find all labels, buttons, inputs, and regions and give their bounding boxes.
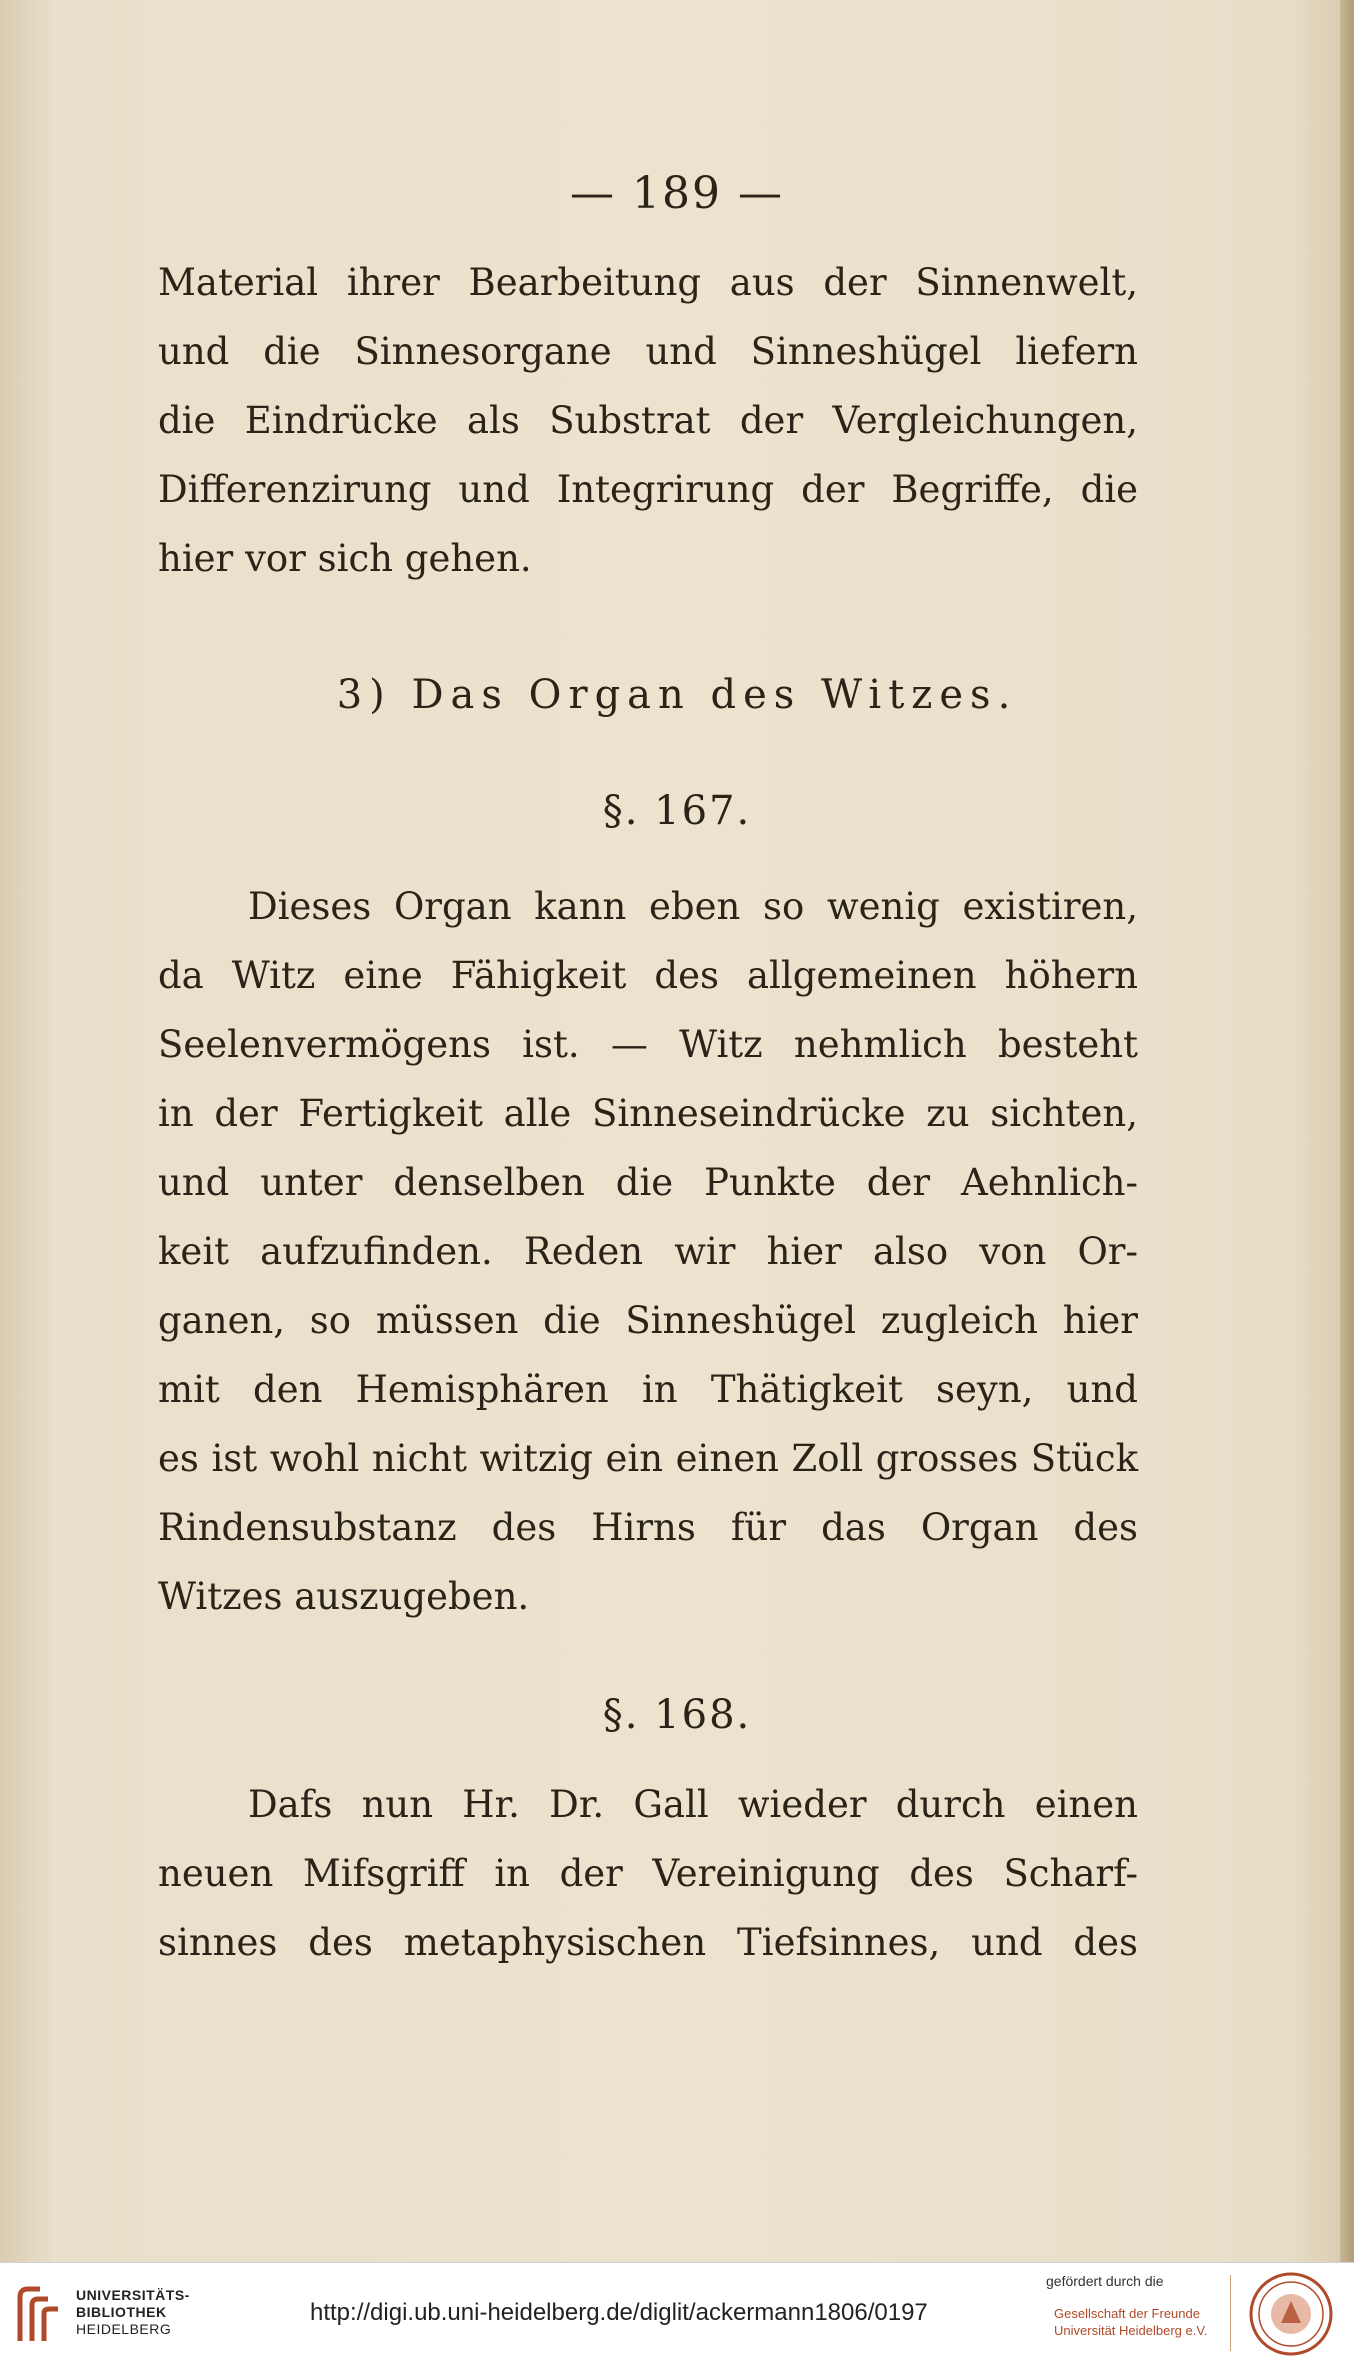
footer-bar [0, 2262, 1354, 2362]
page-number-header: — 189 — [570, 168, 784, 219]
text-line: und unter denselben die Punkte der Aehnlich- [158, 1161, 1138, 1204]
paragraph-2 [158, 872, 1138, 1631]
text-line: da Witz eine Fähigkeit des allgemeinen höhern [158, 954, 1138, 997]
text-line: ganen, so müssen die Sinneshügel zugleich hier [158, 1299, 1138, 1342]
paragraph-1 [158, 248, 1138, 593]
text-line: Rindensubstanz des Hirns für das Organ des [158, 1506, 1138, 1549]
university-seal-icon [1248, 2271, 1334, 2357]
text-line: sinnes des metaphysischen Tiefsinnes, und des [158, 1921, 1138, 1964]
text-line: die Eindrücke als Substrat der Vergleichungen, [158, 399, 1138, 442]
text-line: keit aufzufinden. Reden wir hier also von Or- [158, 1230, 1138, 1273]
sponsor-name [1054, 2305, 1207, 2339]
library-logo-icon [14, 2283, 66, 2347]
library-name-line: UNIVERSITÄTS- [76, 2287, 190, 2303]
library-name-line: HEIDELBERG [76, 2321, 172, 2337]
paragraph-3 [158, 1770, 1138, 1977]
divider [1230, 2275, 1231, 2351]
text-line: Witzes auszugeben. [158, 1575, 530, 1618]
text-line: es ist wohl nicht witzig ein einen Zoll grosses Stück [158, 1437, 1138, 1480]
text-line: mit den Hemisphären in Thätigkeit seyn, und [158, 1368, 1138, 1411]
text-line: Seelenvermögens ist. — Witz nehmlich besteht [158, 1023, 1138, 1066]
sponsor-name-line: Universität Heidelberg e.V. [1054, 2323, 1208, 2338]
paragraph-number-167: §. 167. [602, 788, 752, 834]
text-line: Dafs nun Hr. Dr. Gall wieder durch einen [248, 1783, 1138, 1826]
sponsor-label: gefördert durch die [1046, 2273, 1164, 2289]
page-edge [1340, 0, 1354, 2262]
text-line: Material ihrer Bearbeitung aus der Sinnenwelt, [158, 261, 1138, 304]
library-name-line: BIBLIOTHEK [76, 2304, 167, 2320]
text-line: hier vor sich gehen. [158, 537, 532, 580]
library-name [76, 2287, 190, 2338]
permalink-url[interactable]: http://digi.ub.uni-heidelberg.de/diglit/ackermann1806/0197 [310, 2299, 928, 2326]
sponsor-name-line: Gesellschaft der Freunde [1054, 2306, 1200, 2321]
text-line: und die Sinnesorgane und Sinneshügel liefern [158, 330, 1138, 373]
text-line: in der Fertigkeit alle Sinneseindrücke zu sichten, [158, 1092, 1138, 1135]
text-line: Dieses Organ kann eben so wenig existiren, [248, 885, 1138, 928]
section-heading: 3) Das Organ des Witzes. [336, 672, 1018, 718]
paragraph-number-168: §. 168. [602, 1692, 752, 1738]
text-line: Differenzirung und Integrirung der Begriffe, die [158, 468, 1138, 511]
text-line: neuen Mifsgriff in der Vereinigung des Scharf- [158, 1852, 1138, 1895]
